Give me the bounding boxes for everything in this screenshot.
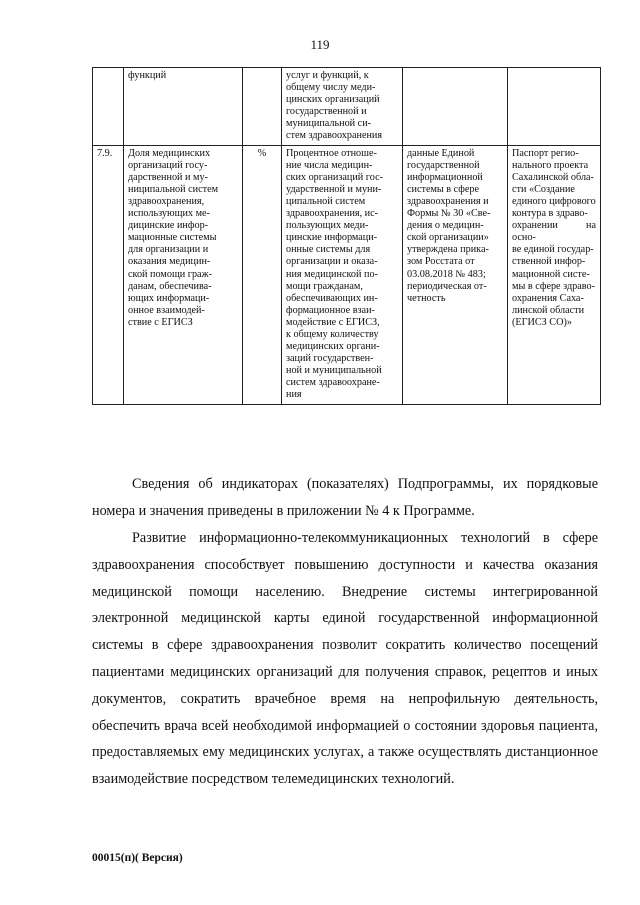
source-cell bbox=[403, 145, 508, 404]
definition-text: услуг и функций, к общему числу меди- цинских организаций государственной и муниципальной си- стем здравоохранения bbox=[286, 70, 383, 142]
source-cell bbox=[403, 68, 508, 146]
row-number-cell: 7.9. bbox=[93, 145, 124, 404]
row-number-cell bbox=[93, 68, 124, 146]
table-row bbox=[93, 145, 601, 404]
paragraph-it-development: Развитие информационно-телекоммуникационных технологий в сфере здравоохранения способствует повышению доступности и качества оказания медицинской помощи населению. Внедрение системы интегрированной электронной медицинской карты единой государственной информационной системы в сфере здравоохранения позволит сократить количество посещений пациентами медицинских организаций для получения справок, рецептов и иных документов, сократить врачебное время на непрофильную деятельность, обеспечить врача всей необходимой информацией о состоянии здоровья пациента, предоставляемых ему медицинских услугах, а также осуществлять дистанционное взаимодействие посредством телемедицинских технологий. bbox=[92, 530, 598, 788]
definition-cell bbox=[282, 145, 403, 404]
paragraph-indicators: Сведения об индикаторах (показателях) Подпрограммы, их порядковые номера и значения приведены в приложении № 4 к Программе. bbox=[92, 476, 598, 519]
page-number: 119 bbox=[310, 37, 330, 52]
indicator-name-text: функций bbox=[128, 70, 167, 81]
responsible-cell bbox=[508, 68, 601, 146]
footer-version: 00015(п)( Версия) bbox=[92, 852, 183, 864]
table-row bbox=[93, 68, 601, 146]
indicator-name-text: Доля медицинских организаций госу- дарственной и му- ниципальной систем здравоохранения, использующих ме- дицинские инфор- мационные системы для организации и оказания медицин- ской помощи граж- данам, обеспечива- ющих информаци- онное взаимодей- ствие с ЕГИСЗ bbox=[128, 147, 219, 328]
responsible-cell bbox=[508, 145, 601, 404]
unit-cell bbox=[243, 68, 282, 146]
indicator-name-cell bbox=[124, 68, 243, 146]
definition-cell bbox=[282, 68, 403, 146]
definition-text: Процентное отноше- ние числа медицин- ских организаций гос- ударственной и муни- ципальной систем здравоохранения, ис- пользующих меди- цинские информаци- онные системы для организации и оказа- ния медицинской по- мощи гражданам, обеспечивающих ин- формационное взаи- модействие с ЕГИСЗ, к общему количеству медицинских органи- заций государствен- ной и муниципальной систем здравоохране- ния bbox=[286, 147, 383, 401]
indicator-name-cell bbox=[124, 145, 243, 404]
responsible-text: Паспорт регио- нального проекта Сахалинской обла- сти «Создание единого цифрового контура в здраво- охранении на осно- ве единой государ- ственной инфор- мационной систе- мы в сфере здраво- охранения Саха- линской области (ЕГИСЗ СО)» bbox=[512, 147, 596, 328]
indicator-table bbox=[92, 67, 601, 405]
source-text: данные Единой государственной информационной системы в сфере здравоохранения и Формы № 30 «Све- дения о медицин- ской организации» утверждена прика- зом Росстата от 03.08.2018 № 483; периодическая от- четность bbox=[407, 147, 491, 304]
unit-cell: % bbox=[243, 145, 282, 404]
